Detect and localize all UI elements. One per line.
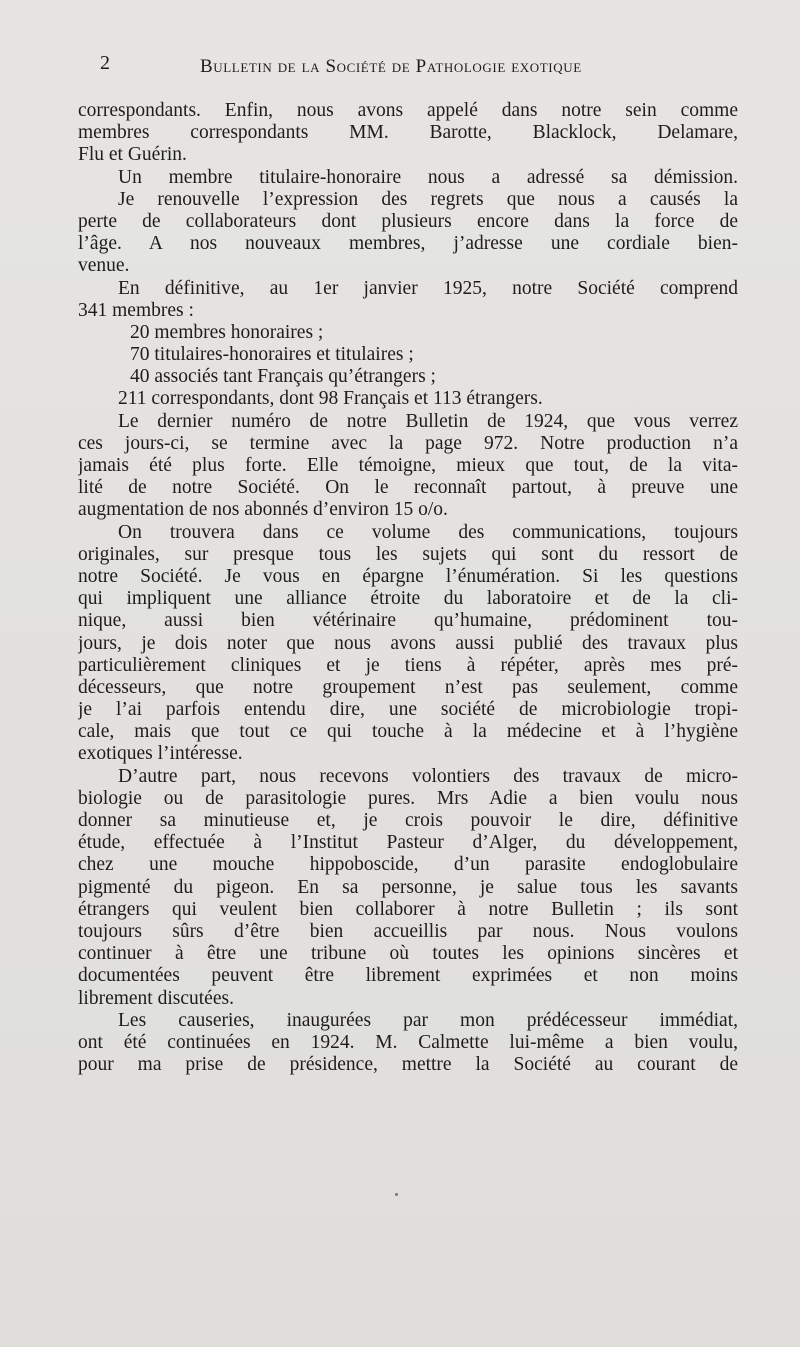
text-line: 40 associés tant Français qu’étrangers ; (130, 366, 436, 388)
text-line: biologie ou de parasitologie pures. Mrs Adie a bien voulu nous (78, 787, 738, 809)
text-line: Un membre titulaire-honoraire nous a adressé sa démission. (118, 166, 738, 188)
text-line: continuer à être une tribune où toutes les opinions sincères et (78, 943, 738, 965)
text-line: librement discutées. (78, 987, 234, 1009)
text-line: documentées peuvent être librement exprimées et non moins (78, 965, 738, 987)
text-line: 341 membres : (78, 299, 194, 321)
text-line: correspondants. Enfin, nous avons appelé dans notre sein comme (78, 100, 738, 121)
text-line: je l’ai parfois entendu dire, une société de microbiologie tropi- (78, 699, 738, 721)
page-number: 2 (100, 52, 110, 74)
text-line: originales, sur presque tous les sujets qui sont du ressort de (78, 543, 738, 565)
text-line: cale, mais que tout ce qui touche à la médecine et à l’hygiène (78, 721, 738, 743)
text-line: particulièrement cliniques et je tiens à répéter, après mes pré- (78, 654, 738, 676)
body-text (78, 100, 738, 1076)
text-line: venue. (78, 255, 130, 277)
text-line: chez une mouche hippoboscide, d’un parasite endoglobulaire (78, 854, 738, 876)
text-line: augmentation de nos abonnés d’environ 15 o/o. (78, 499, 448, 521)
text-line: l’âge. A nos nouveaux membres, j’adresse une cordiale bien- (78, 233, 738, 255)
text-line: lité de notre Société. On le reconnaît partout, à preuve une (78, 477, 738, 499)
text-line: En définitive, au 1er janvier 1925, notre Société comprend (118, 277, 738, 299)
text-line: toujours sûrs d’être bien accueillis par nous. Nous voulons (78, 920, 738, 942)
text-line: 211 correspondants, dont 98 Français et 113 étrangers. (118, 388, 543, 410)
text-line: décesseurs, que notre groupement n’est pas seulement, comme (78, 676, 738, 698)
text-line: ces jours-ci, se termine avec la page 972. Notre production n’a (78, 432, 738, 454)
text-line: Les causeries, inaugurées par mon prédécesseur immédiat, (118, 1009, 738, 1031)
text-line: étude, effectuée à l’Institut Pasteur d’Alger, du développement, (78, 832, 738, 854)
text-line: donner sa minutieuse et, je crois pouvoir le dire, définitive (78, 810, 738, 831)
text-line: D’autre part, nous recevons volontiers des travaux de micro- (118, 765, 738, 787)
text-line: étrangers qui veulent bien collaborer à notre Bulletin ; ils sont (78, 898, 738, 920)
running-title: Bulletin de la Société de Pathologie exotique (200, 56, 582, 77)
text-line: nique, aussi bien vétérinaire qu’humaine, prédominent tou- (78, 610, 738, 632)
text-line: jamais été plus forte. Elle témoigne, mieux que tout, de la vita- (78, 455, 738, 476)
text-line: Je renouvelle l’expression des regrets que nous a causés la (118, 188, 738, 210)
text-line: perte de collaborateurs dont plusieurs encore dans la force de (78, 210, 738, 232)
text-line: 20 membres honoraires ; (130, 321, 324, 343)
page-header (100, 52, 750, 80)
text-line: On trouvera dans ce volume des communications, toujours (118, 521, 738, 543)
text-line: 70 titulaires-honoraires et titulaires ; (130, 344, 414, 366)
text-line: pigmenté du pigeon. En sa personne, je salue tous les savants (78, 876, 738, 898)
ink-speck (395, 1193, 398, 1196)
text-line: Le dernier numéro de notre Bulletin de 1924, que vous verrez (118, 410, 738, 432)
text-line: qui impliquent une alliance étroite du laboratoire et de la cli- (78, 588, 738, 610)
text-line: pour ma prise de présidence, mettre la Société au courant de (78, 1054, 738, 1076)
text-line: Flu et Guérin. (78, 144, 187, 166)
text-line: ont été continuées en 1924. M. Calmette lui-même a bien voulu, (78, 1031, 738, 1053)
text-line: notre Société. Je vous en épargne l’énumération. Si les questions (78, 565, 738, 587)
text-line: exotiques l’intéresse. (78, 743, 243, 765)
text-line: jours, je dois noter que nous avons aussi publié des travaux plus (78, 632, 738, 654)
text-line: membres correspondants MM. Barotte, Blacklock, Delamare, (78, 122, 738, 144)
